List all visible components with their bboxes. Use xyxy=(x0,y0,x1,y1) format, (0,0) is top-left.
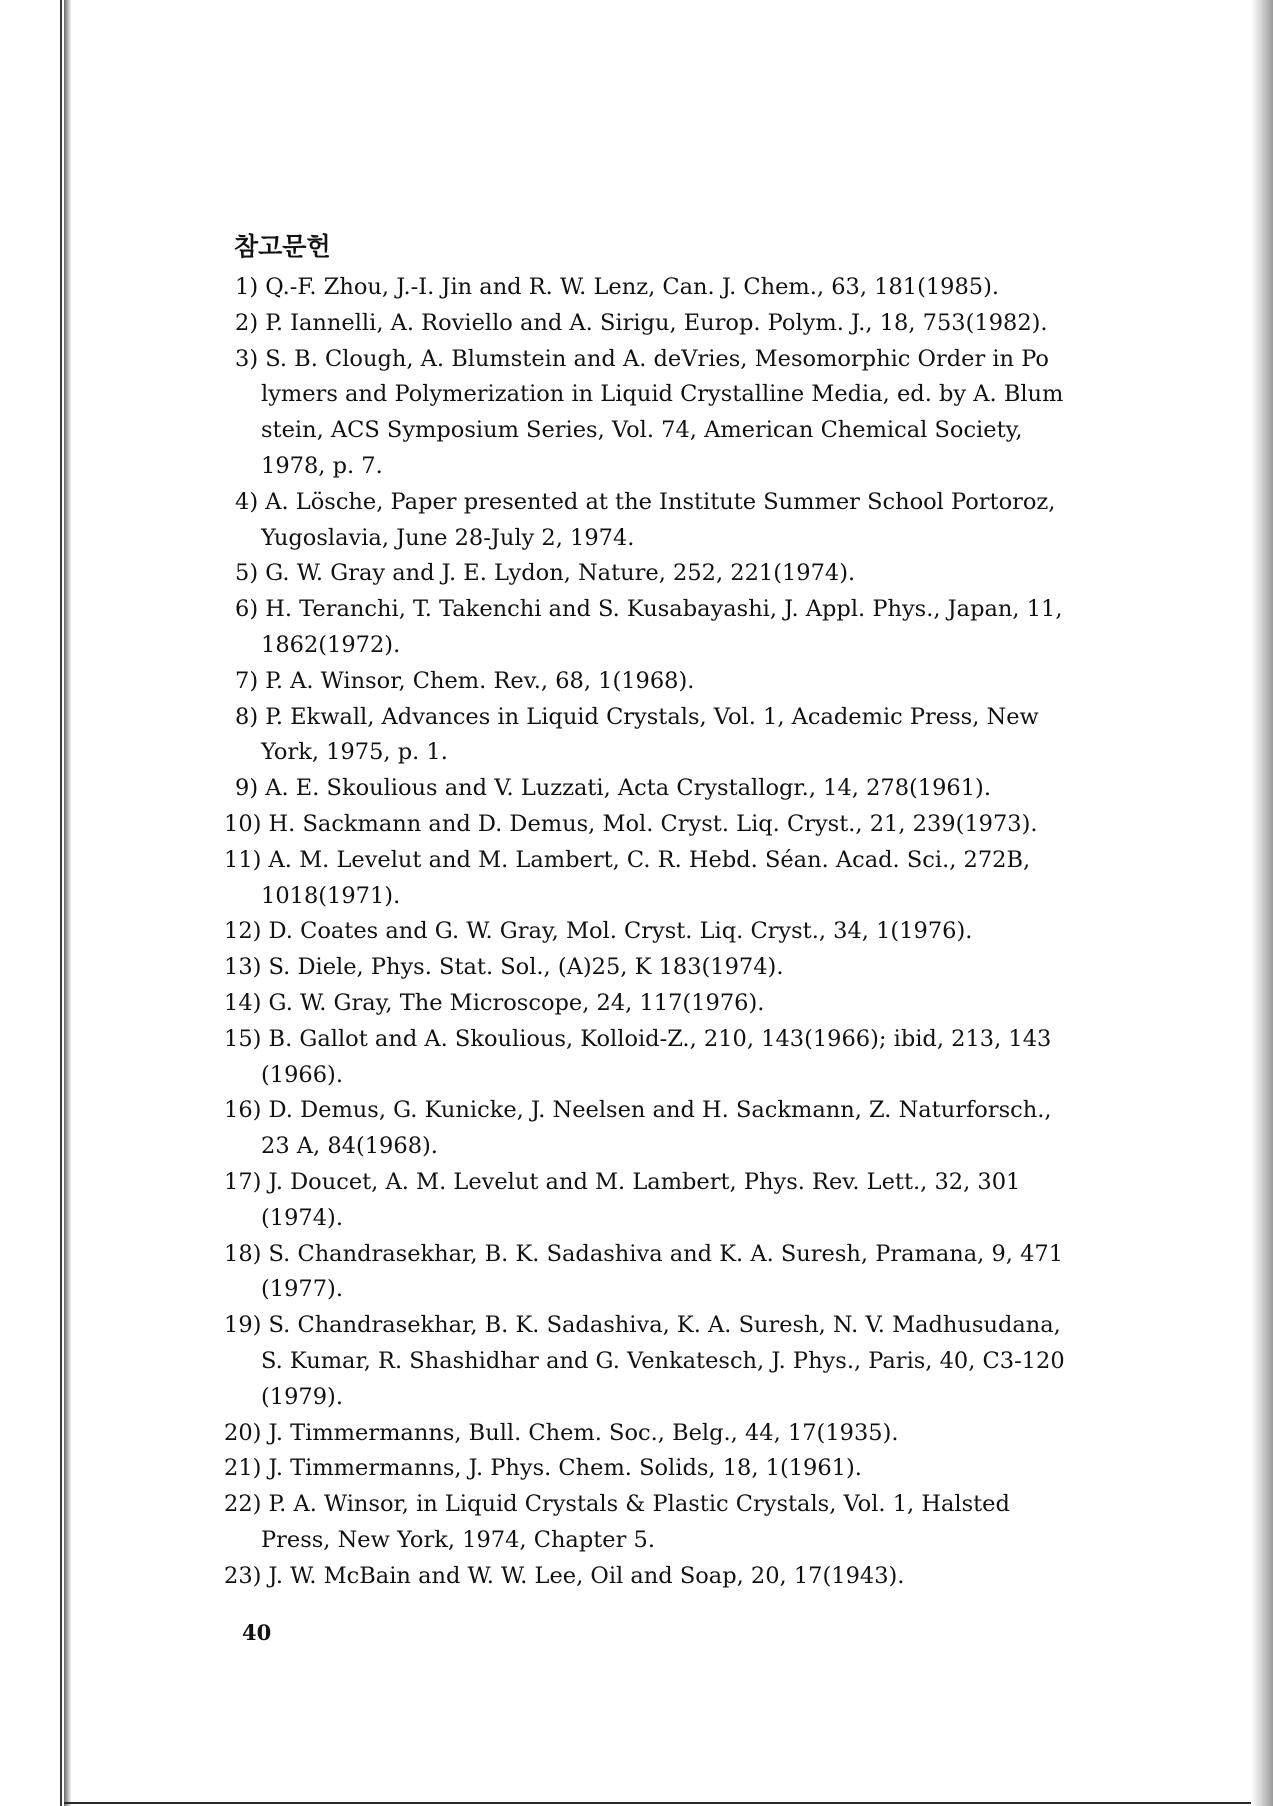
reference-line: 20) J. Timmermanns, Bull. Chem. Soc., Belg., 44, 17(1935). xyxy=(224,1419,899,1446)
reference-line: 16) D. Demus, G. Kunicke, J. Neelsen and H. Sackmann, Z. Naturforsch., xyxy=(224,1097,1052,1124)
reference-item xyxy=(224,592,1102,664)
reference-line: Yugoslavia, June 28-July 2, 1974. xyxy=(261,524,635,551)
reference-item xyxy=(224,843,1102,915)
reference-line: 8) P. Ekwall, Advances in Liquid Crystals, Vol. 1, Academic Press, New xyxy=(235,703,1039,730)
reference-line: S. Kumar, R. Shashidhar and G. Venkatesch, J. Phys., Paris, 40, C3-120 xyxy=(261,1347,1065,1374)
reference-item xyxy=(224,306,1102,342)
reference-item xyxy=(224,1451,1102,1487)
reference-line: York, 1975, p. 1. xyxy=(261,739,448,766)
reference-item xyxy=(224,807,1102,843)
reference-item xyxy=(224,986,1102,1022)
page-binding-shadow xyxy=(64,0,71,1806)
reference-item xyxy=(224,1487,1102,1559)
reference-item xyxy=(224,1308,1102,1415)
reference-item xyxy=(224,342,1102,485)
reference-item xyxy=(224,270,1102,306)
references-section xyxy=(224,230,1102,1594)
page-bottom-border xyxy=(64,1802,1251,1804)
reference-line: (1977). xyxy=(261,1276,343,1303)
reference-item xyxy=(224,914,1102,950)
reference-line: 2) P. Iannelli, A. Roviello and A. Sirigu, Europ. Polym. J., 18, 753(1982). xyxy=(235,309,1048,336)
reference-line: 19) S. Chandrasekhar, B. K. Sadashiva, K. A. Suresh, N. V. Madhusudana, xyxy=(224,1312,1061,1339)
reference-item xyxy=(224,700,1102,772)
reference-item xyxy=(224,1093,1102,1165)
reference-item xyxy=(224,771,1102,807)
reference-item xyxy=(224,1416,1102,1452)
reference-item xyxy=(224,1237,1102,1309)
reference-line: 3) S. B. Clough, A. Blumstein and A. deVries, Mesomorphic Order in Po xyxy=(235,345,1049,372)
reference-line: 1862(1972). xyxy=(261,631,401,658)
references-heading: 참고문헌 xyxy=(234,232,331,261)
reference-line: 9) A. E. Skoulious and V. Luzzati, Acta Crystallogr., 14, 278(1961). xyxy=(235,775,991,802)
reference-line: 22) P. A. Winsor, in Liquid Crystals & Plastic Crystals, Vol. 1, Halsted xyxy=(224,1491,1010,1518)
reference-line: 5) G. W. Gray and J. E. Lydon, Nature, 252, 221(1974). xyxy=(235,560,856,587)
reference-line: 14) G. W. Gray, The Microscope, 24, 117(1976). xyxy=(224,989,765,1016)
reference-item xyxy=(224,950,1102,986)
reference-line: 7) P. A. Winsor, Chem. Rev., 68, 1(1968). xyxy=(235,667,695,694)
reference-line: 10) H. Sackmann and D. Demus, Mol. Cryst. Liq. Cryst., 21, 239(1973). xyxy=(224,810,1038,837)
reference-item xyxy=(224,664,1102,700)
reference-line: 17) J. Doucet, A. M. Levelut and M. Lambert, Phys. Rev. Lett., 32, 301 xyxy=(224,1168,1021,1195)
reference-line: 1978, p. 7. xyxy=(261,452,383,479)
page-right-shadow xyxy=(1251,0,1273,1806)
reference-line: lymers and Polymerization in Liquid Crystalline Media, ed. by A. Blum xyxy=(261,381,1064,408)
reference-list xyxy=(224,270,1102,1594)
reference-line: 11) A. M. Levelut and M. Lambert, C. R. Hebd. Séan. Acad. Sci., 272B, xyxy=(224,846,1031,873)
reference-line: (1966). xyxy=(261,1061,343,1088)
reference-item xyxy=(224,485,1102,557)
reference-item xyxy=(224,556,1102,592)
reference-item xyxy=(224,1165,1102,1237)
reference-line: (1979). xyxy=(261,1383,343,1410)
reference-line: 23 A, 84(1968). xyxy=(261,1133,438,1160)
reference-line: stein, ACS Symposium Series, Vol. 74, American Chemical Society, xyxy=(261,417,1023,444)
reference-line: Press, New York, 1974, Chapter 5. xyxy=(261,1526,655,1553)
reference-line: 4) A. Lösche, Paper presented at the Institute Summer School Portoroz, xyxy=(235,488,1056,515)
reference-line: 1018(1971). xyxy=(261,882,401,909)
reference-line: 12) D. Coates and G. W. Gray, Mol. Cryst. Liq. Cryst., 34, 1(1976). xyxy=(224,918,973,945)
reference-line: 13) S. Diele, Phys. Stat. Sol., (A)25, K 183(1974). xyxy=(224,954,784,981)
reference-line: 21) J. Timmermanns, J. Phys. Chem. Solids, 18, 1(1961). xyxy=(224,1455,862,1482)
reference-line: 23) J. W. McBain and W. W. Lee, Oil and Soap, 20, 17(1943). xyxy=(224,1562,905,1589)
reference-line: 18) S. Chandrasekhar, B. K. Sadashiva and K. A. Suresh, Pramana, 9, 471 xyxy=(224,1240,1064,1267)
reference-line: 15) B. Gallot and A. Skoulious, Kolloid-Z., 210, 143(1966); ibid, 213, 143 xyxy=(224,1025,1052,1052)
reference-item xyxy=(224,1022,1102,1094)
reference-line: (1974). xyxy=(261,1204,343,1231)
page-left-border xyxy=(60,0,62,1806)
page-number: 40 xyxy=(242,1620,272,1645)
reference-item xyxy=(224,1559,1102,1595)
reference-line: 6) H. Teranchi, T. Takenchi and S. Kusabayashi, J. Appl. Phys., Japan, 11, xyxy=(235,596,1063,623)
reference-line: 1) Q.-F. Zhou, J.-I. Jin and R. W. Lenz, Can. J. Chem., 63, 181(1985). xyxy=(235,274,1000,300)
